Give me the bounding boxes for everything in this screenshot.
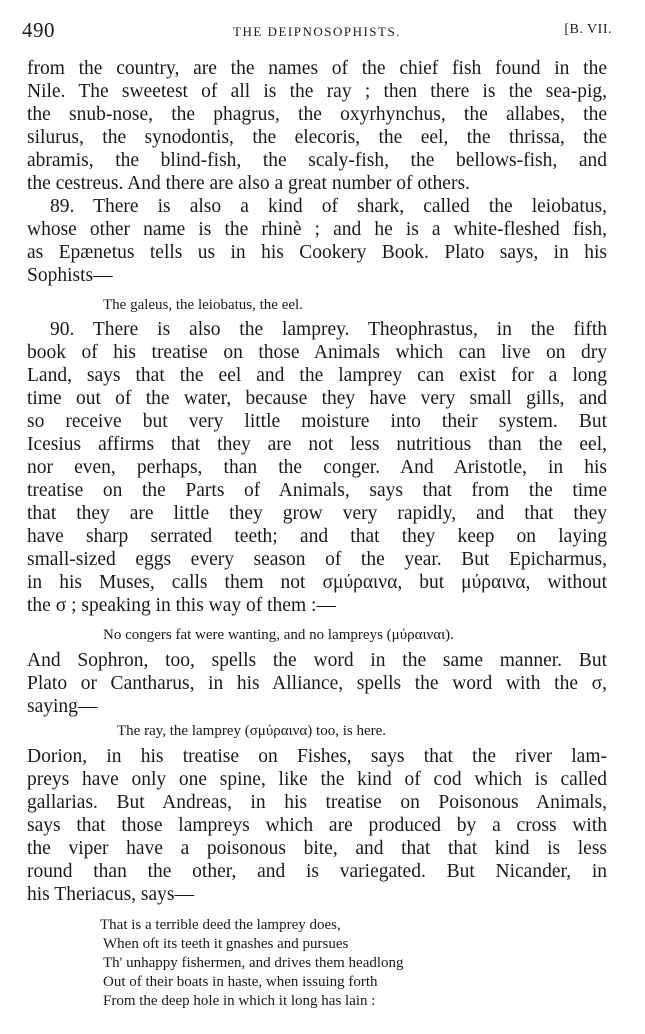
text-line: the viper have a poisonous bite, and that that kind is less: [27, 838, 607, 859]
text-line: the snub-nose, the phagrus, the oxyrhynchus, the allabes, the: [27, 104, 607, 125]
page-number: 490: [22, 18, 55, 42]
book-reference: [B. VII.: [564, 22, 612, 37]
text-line: Sophists—: [27, 265, 113, 286]
running-title: THE DEIPNOSOPHISTS.: [233, 24, 401, 39]
text-line: his Theriacus, says—: [27, 884, 194, 905]
text-line: silurus, the synodontis, the elecoris, the eel, the thrissa, the: [27, 127, 607, 148]
paragraph-90-start: 90. There is also the lamprey. Theophrastus, in the fifth: [50, 319, 607, 340]
verse-line: From the deep hole in which it long has lain :: [103, 993, 376, 1009]
text-line: have sharp serrated teeth; and that they keep on laying: [27, 526, 607, 547]
verse-line: When oft its teeth it gnashes and pursues: [103, 936, 349, 952]
verse-line: Th' unhappy fishermen, and drives them headlong: [103, 955, 404, 971]
page-header: [22, 18, 612, 44]
text-line: says that those lampreys which are produced by a cross with: [27, 815, 607, 836]
text-line: saying—: [27, 696, 98, 717]
verse-quote: The galeus, the leiobatus, the eel.: [103, 297, 303, 313]
verse-line: That is a terrible deed the lamprey does,: [100, 917, 341, 933]
verse-line: Out of their boats in haste, when issuing forth: [103, 974, 378, 990]
text-line: the cestreus. And there are also a great number of others.: [27, 173, 470, 194]
text-line: And Sophron, too, spells the word in the same manner. But: [27, 650, 607, 671]
text-line: as Epænetus tells us in his Cookery Book. Plato says, in his: [27, 242, 607, 263]
text-line: round than the other, and is variegated. But Nicander, in: [27, 861, 607, 882]
text-line: that they are little they grow very rapidly, and that they: [27, 503, 607, 524]
text-line: whose other name is the rhinè ; and he is a white-fleshed fish,: [27, 219, 607, 240]
text-line: preys have only one spine, like the kind of cod which is called: [27, 769, 607, 790]
text-line: so receive but very little moisture into their system. But: [27, 411, 607, 432]
text-line: small-sized eggs every season of the year. But Epicharmus,: [27, 549, 607, 570]
verse-quote: The ray, the lamprey (σμύραινα) too, is here.: [117, 723, 387, 739]
text-line: treatise on the Parts of Animals, says that from the time: [27, 480, 607, 501]
text-line: time out of the water, because they have very small gills, and: [27, 388, 607, 409]
text-line: Land, says that the eel and the lamprey can exist for a long: [27, 365, 607, 386]
text-line: in his Muses, calls them not σμύραινα, but μύραινα, without: [27, 572, 607, 593]
text-line: nor even, perhaps, than the conger. And Aristotle, in his: [27, 457, 607, 478]
text-line: Nile. The sweetest of all is the ray ; then there is the sea-pig,: [27, 81, 607, 102]
text-line: book of his treatise on those Animals which can live on dry: [27, 342, 607, 363]
text-line: Plato or Cantharus, in his Alliance, spells the word with the σ,: [27, 673, 607, 694]
text-line: from the country, are the names of the chief fish found in the: [27, 58, 607, 79]
text-line: abramis, the blind-fish, the scaly-fish, the bellows-fish, and: [27, 150, 607, 171]
text-line: Icesius affirms that they are not less nutritious than the eel,: [27, 434, 607, 455]
text-line: the σ ; speaking in this way of them :—: [27, 595, 336, 616]
text-line: Dorion, in his treatise on Fishes, says that the river lam-: [27, 746, 607, 767]
paragraph-89-start: 89. There is also a kind of shark, called the leiobatus,: [50, 196, 607, 217]
text-line: gallarias. But Andreas, in his treatise on Poisonous Animals,: [27, 792, 607, 813]
verse-quote: No congers fat were wanting, and no lampreys (μύραιναι).: [103, 627, 454, 643]
